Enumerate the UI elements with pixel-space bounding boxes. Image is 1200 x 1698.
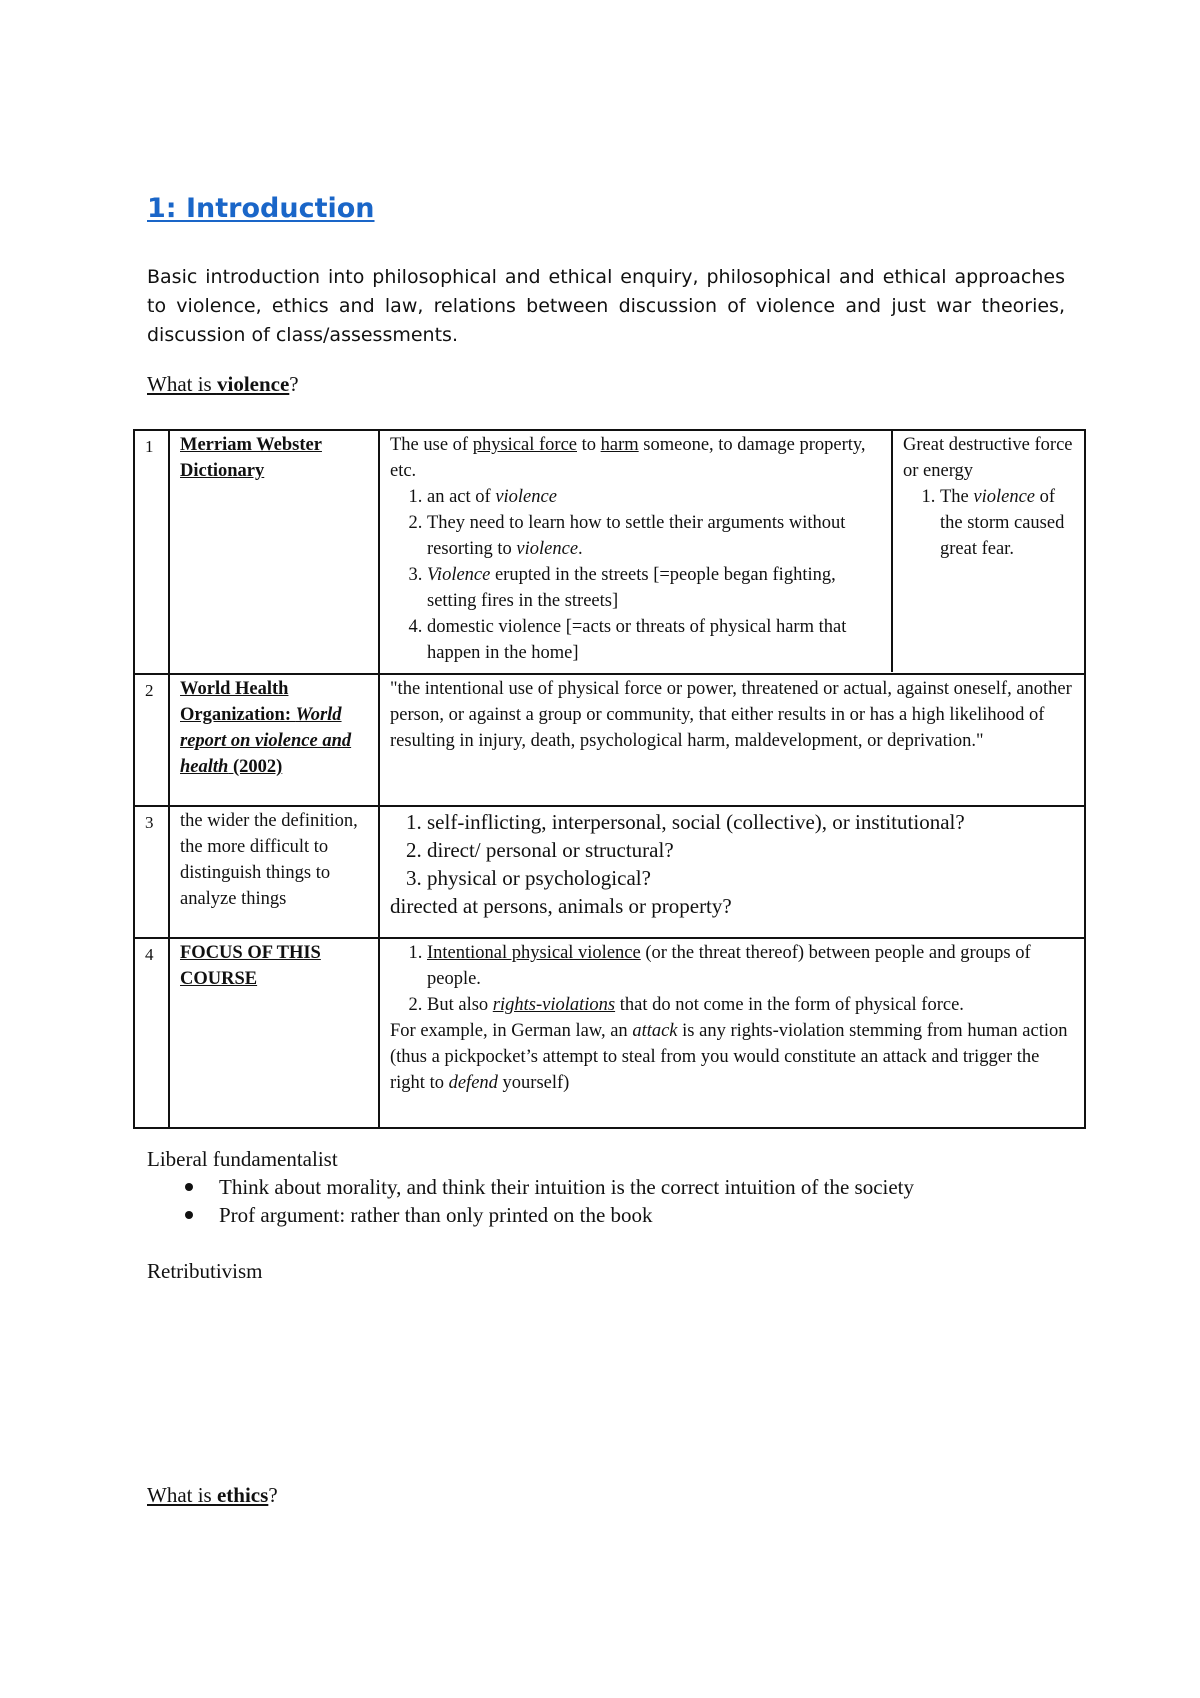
item-em: violence: [495, 487, 557, 507]
table-row: [134, 674, 1085, 806]
bullet-text: Think about morality, and think their intuition is the correct intuition of the society: [219, 1175, 914, 1199]
row-number: 1: [134, 430, 169, 674]
list-item: 3. physical or psychological?: [427, 864, 1078, 892]
item-text: domestic violence [=acts or threats of physical harm that happen in the home]: [427, 617, 847, 663]
ethics-question-post: ?: [268, 1483, 278, 1507]
source-merriam-webster: Merriam Webster Dictionary: [180, 435, 322, 481]
item-em: Violence: [427, 565, 491, 585]
violence-question-word: violence: [216, 372, 290, 396]
source-cell: [169, 430, 379, 674]
merriam-main-definition: [380, 431, 893, 672]
list-item: [427, 562, 885, 614]
item-text: of the storm caused great fear.: [940, 487, 1065, 559]
item-text: an act of: [427, 487, 496, 507]
def-text: The use of: [390, 435, 473, 455]
row-number: 2: [134, 674, 169, 806]
item-text: that do not come in the form of physical force.: [615, 995, 964, 1015]
liberal-bullets: [147, 1173, 914, 1229]
row-number: 4: [134, 938, 169, 1128]
example-em: attack: [632, 1021, 678, 1041]
source-cell: [169, 674, 379, 806]
definition-note: the wider the definition, the more difficult to distinguish things to analyze things: [180, 811, 358, 909]
example-text: yourself): [497, 1073, 570, 1093]
source-who-report: World report on violence and health: [180, 705, 352, 777]
table-row: [134, 938, 1085, 1128]
violence-definitions-table: [133, 429, 1086, 1129]
question-tail: directed at persons, animals or property?: [390, 894, 732, 918]
violence-question-pre: What is: [147, 372, 217, 396]
table-row: [134, 430, 1085, 674]
ethics-question-word: ethics: [216, 1483, 269, 1507]
def-physical-force: physical force: [472, 435, 577, 455]
list-item: [940, 484, 1078, 562]
source-who-year: (2002): [228, 757, 283, 777]
question-list: [390, 808, 1078, 892]
list-item: [147, 1201, 914, 1229]
page-title: 1: Introduction: [147, 193, 375, 224]
def-text: to: [577, 435, 601, 455]
bullet-text: Prof argument: rather than only printed on the book: [219, 1203, 653, 1227]
list-item: [427, 484, 885, 510]
example-list: [390, 484, 885, 666]
retributivism-heading: Retributivism: [147, 1259, 263, 1283]
focus-list: [390, 940, 1078, 1018]
item-text: .: [578, 539, 583, 559]
definition-cell: [379, 806, 1085, 938]
list-item: [427, 614, 885, 666]
intro-text: Basic introduction into philosophical and ethical enquiry, philosophical and ethical approaches to violence, ethics and law, relations between discussion of violence and just war theories, discussion of class/assessments.: [147, 266, 1065, 346]
list-item: 1. self-inflicting, interpersonal, social (collective), or institutional?: [427, 808, 1078, 836]
focus-label: FOCUS OF THIS COURSE: [180, 943, 321, 989]
violence-question: [147, 370, 299, 398]
merriam-side-definition: [893, 431, 1084, 672]
liberal-heading: Liberal fundamentalist: [147, 1147, 338, 1171]
intro-paragraph: [147, 262, 1065, 349]
bullet-icon: [185, 1211, 193, 1219]
list-item: 2. direct/ personal or structural?: [427, 836, 1078, 864]
definition-cell: [379, 938, 1085, 1128]
list-item: [427, 992, 1078, 1018]
item-underlined: Intentional physical violence: [427, 943, 641, 963]
def-harm: harm: [600, 435, 639, 455]
definition-cell: [379, 430, 1085, 674]
item-em: rights-violations: [492, 995, 616, 1015]
table-row: [134, 806, 1085, 938]
side-def-text: Great destructive force or energy: [903, 435, 1073, 481]
source-who: World Health Organization:: [180, 679, 296, 725]
example-text: For example, in German law, an: [390, 1021, 633, 1041]
note-cell: [169, 806, 379, 938]
list-item: [427, 510, 885, 562]
list-item: [427, 940, 1078, 992]
side-example-list: [903, 484, 1078, 562]
source-cell: [169, 938, 379, 1128]
bullet-icon: [185, 1183, 193, 1191]
item-em: violence: [973, 487, 1036, 507]
item-text: erupted in the streets [=people began fighting, setting fires in the streets]: [427, 565, 836, 611]
item-em: violence: [516, 539, 579, 559]
violence-question-post: ?: [289, 372, 299, 396]
item-text: But also: [427, 995, 493, 1015]
example-text: is any rights-violation stemming from human action (thus a pickpocket’s attempt to steal from you would constitute an attack and trigger the right to: [390, 1021, 1068, 1093]
item-text: They need to learn how to settle their arguments without resorting to: [427, 513, 846, 559]
list-item: [147, 1173, 914, 1201]
item-text: (or the threat thereof) between people and groups of people.: [427, 943, 1031, 989]
def-text: someone, to damage property, etc.: [390, 435, 866, 481]
item-text: The: [940, 487, 974, 507]
ethics-question-pre: What is: [147, 1483, 217, 1507]
ethics-question: [147, 1481, 278, 1509]
example-em: defend: [448, 1073, 498, 1093]
row-number: 3: [134, 806, 169, 938]
who-definition-quote: "the intentional use of physical force or power, threatened or actual, against oneself, another person, or against a group or community, that either results in or has a high likelihood of resulting in injury, death, psychological harm, maldevelopment, or deprivation.": [390, 679, 1072, 751]
definition-cell: [379, 674, 1085, 806]
